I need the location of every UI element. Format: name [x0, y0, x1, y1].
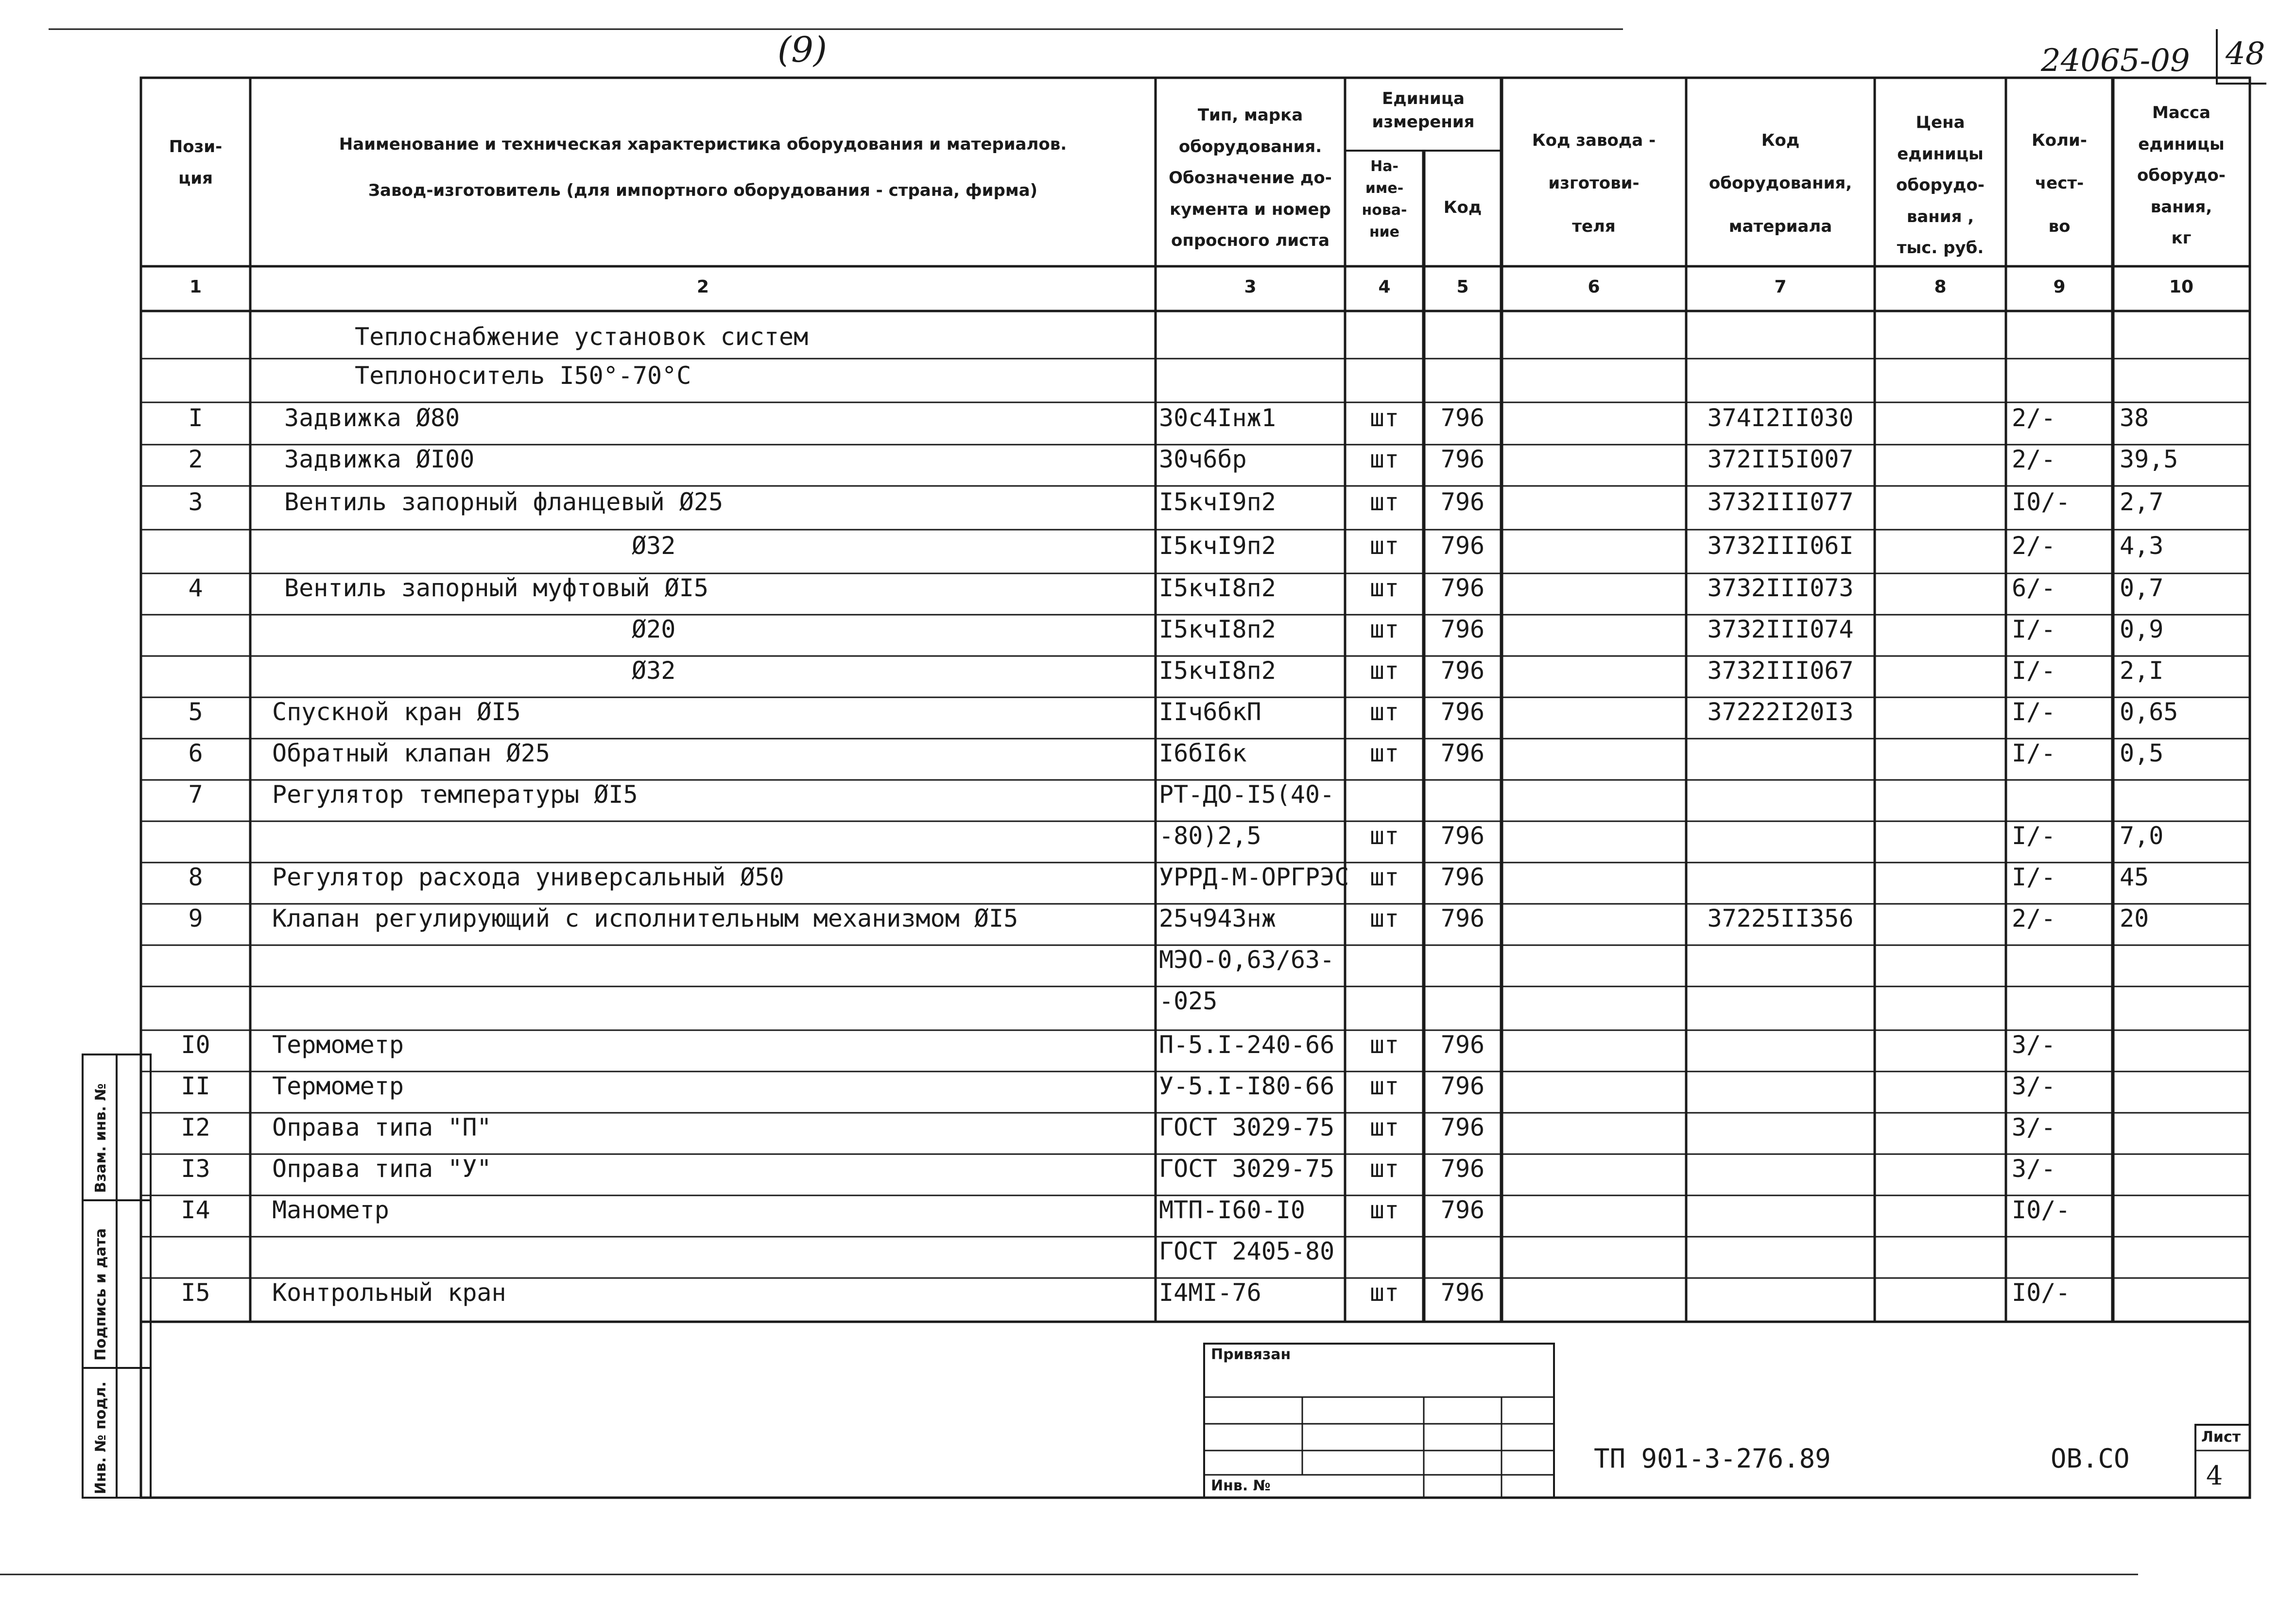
row-11-qty: I/- [2012, 739, 2056, 767]
row-3-pos: I [188, 404, 203, 432]
row-8-mass: 0,9 [2120, 615, 2164, 643]
top-mark: (9) [777, 29, 827, 70]
row-18-pos: I0 [181, 1031, 210, 1059]
row-3-code: 796 [1440, 404, 1485, 432]
row-11-code: 796 [1440, 739, 1485, 767]
row-18-code: 796 [1440, 1031, 1485, 1059]
header-position: Пози- ция [169, 137, 223, 188]
side-label-inv-original: Инв. № подл. [92, 1381, 109, 1494]
row-20-type: ГОСТ 3029-75 [1159, 1113, 1335, 1141]
row-4-unit: шт [1369, 445, 1399, 473]
row-3-name: Задвижка Ø80 [284, 404, 460, 432]
stamp-privyazan: Привязан [1211, 1346, 1291, 1363]
row-11-name: Обратный клапан Ø25 [272, 739, 550, 767]
stamp-sheet-code: ОВ.СО [2051, 1443, 2130, 1474]
row-21-name: Оправа типа "У" [272, 1155, 492, 1183]
row-24-code: 796 [1440, 1279, 1485, 1307]
stamp-list-number: 4 [2206, 1460, 2223, 1491]
row-12-pos: 7 [188, 780, 203, 809]
row-5-pos: 3 [188, 488, 203, 516]
row-20-code: 796 [1440, 1113, 1485, 1141]
col-num-4: 4 [1378, 277, 1391, 297]
row-6-mass: 4,3 [2120, 532, 2164, 560]
row-14-qty: I/- [2012, 863, 2056, 891]
header-name: Наименование и техническая характеристика оборудования и материалов. Завод-изготовитель (для импортного оборудования - страна, фирма) [339, 135, 1067, 201]
row-11-type: I6бI6к [1159, 739, 1247, 767]
row-13-code: 796 [1440, 822, 1485, 850]
row-14-type: УРРД-М-ОРГРЭС [1159, 863, 1349, 891]
row-6-code: 796 [1440, 532, 1485, 560]
col-num-1: 1 [189, 277, 202, 297]
row-12-type: РТ-ДО-I5(40- [1159, 780, 1335, 809]
row-13-mass: 7,0 [2120, 822, 2164, 850]
row-9-qty: I/- [2012, 657, 2056, 685]
row-8-unit: шт [1369, 615, 1399, 643]
row-9-mass: 2,I [2120, 657, 2164, 685]
row-22-name: Манометр [272, 1196, 389, 1224]
row-10-code: 796 [1440, 698, 1485, 726]
row-22-unit: шт [1369, 1196, 1399, 1224]
row-24-type: I4МI-76 [1159, 1279, 1261, 1307]
row-10-pos: 5 [188, 698, 203, 726]
row-20-pos: I2 [181, 1113, 210, 1141]
row-20-qty: 3/- [2012, 1113, 2056, 1141]
row-10-code7: 37222I20I3 [1707, 698, 1854, 726]
row-12-name: Регулятор температуры ØI5 [272, 780, 638, 809]
row-7-name: Вентиль запорный муфтовый ØI5 [284, 574, 708, 602]
side-label-replace-inv: Взам. инв. № [92, 1083, 109, 1193]
row-22-code: 796 [1440, 1196, 1485, 1224]
row-4-name: Задвижка ØI00 [284, 445, 475, 473]
row-5-unit: шт [1369, 488, 1399, 516]
row-22-type: МТП-I60-I0 [1159, 1196, 1306, 1224]
header-price: Цена единицы оборудо- вания , тыс. руб. [1896, 113, 1985, 258]
col-num-5: 5 [1456, 277, 1469, 297]
row-10-qty: I/- [2012, 698, 2056, 726]
row-11-mass: 0,5 [2120, 739, 2164, 767]
row-24-qty: I0/- [2012, 1279, 2071, 1307]
row-7-code7: 3732III073 [1707, 574, 1854, 602]
row-15-code7: 37225II356 [1707, 904, 1854, 933]
stamp-list-label: Лист [2201, 1429, 2241, 1446]
row-4-code7: 372II5I007 [1707, 445, 1854, 473]
row-4-code: 796 [1440, 445, 1485, 473]
row-7-pos: 4 [188, 574, 203, 602]
row-3-code7: 374I2II030 [1707, 404, 1854, 432]
row-24-unit: шт [1369, 1279, 1399, 1307]
stamp-doc-code: ТП 901-3-276.89 [1594, 1443, 1831, 1474]
row-19-type: У-5.I-I80-66 [1159, 1072, 1335, 1100]
row-16-type: МЭО-0,63/63- [1159, 946, 1335, 974]
row-4-qty: 2/- [2012, 445, 2056, 473]
row-15-type: 25ч943нж [1159, 904, 1276, 933]
row-9-code7: 3732III067 [1707, 657, 1854, 685]
row-20-name: Оправа типа "П" [272, 1113, 492, 1141]
row-6-name: Ø32 [632, 532, 676, 560]
row-21-type: ГОСТ 3029-75 [1159, 1155, 1335, 1183]
row-6-unit: шт [1369, 532, 1399, 560]
row-5-code: 796 [1440, 488, 1485, 516]
row-2-name: Теплоноситель I50°-70°С [355, 362, 691, 390]
row-9-code: 796 [1440, 657, 1485, 685]
row-3-type: 30с4Iнж1 [1159, 404, 1276, 432]
col-num-7: 7 [1774, 277, 1787, 297]
row-24-pos: I5 [181, 1279, 210, 1307]
row-15-mass: 20 [2120, 904, 2149, 933]
header-mass: Масса единицы оборудо- вания, кг [2137, 103, 2226, 248]
row-1-name: Теплоснабжение установок систем [355, 323, 809, 351]
row-22-pos: I4 [181, 1196, 210, 1224]
row-8-code: 796 [1440, 615, 1485, 643]
row-14-name: Регулятор расхода универсальный Ø50 [272, 863, 784, 891]
col-num-2: 2 [696, 277, 709, 297]
row-7-unit: шт [1369, 574, 1399, 602]
row-18-name: Термометр [272, 1031, 404, 1059]
row-18-type: П-5.I-240-66 [1159, 1031, 1335, 1059]
doc-number: 24065-09 [2041, 43, 2190, 79]
header-equipment-code: Код оборудования, материала [1709, 131, 1852, 236]
col-num-6: 6 [1588, 277, 1600, 297]
stamp-inv-no: Инв. № [1211, 1477, 1271, 1494]
row-14-unit: шт [1369, 863, 1399, 891]
header-unit: Единица измерения [1372, 89, 1475, 132]
row-4-type: 30ч6бр [1159, 445, 1247, 473]
row-17-type: -025 [1159, 987, 1218, 1015]
header-unit-code: Код [1443, 198, 1482, 217]
row-20-unit: шт [1369, 1113, 1399, 1141]
row-15-code: 796 [1440, 904, 1485, 933]
row-10-mass: 0,65 [2120, 698, 2178, 726]
row-5-qty: I0/- [2012, 488, 2071, 516]
row-5-code7: 3732III077 [1707, 488, 1854, 516]
row-21-pos: I3 [181, 1155, 210, 1183]
row-9-name: Ø32 [632, 657, 676, 685]
col-num-9: 9 [2053, 277, 2066, 297]
row-11-unit: шт [1369, 739, 1399, 767]
col-num-8: 8 [1934, 277, 1947, 297]
row-15-unit: шт [1369, 904, 1399, 933]
row-8-type: I5кчI8п2 [1159, 615, 1276, 643]
row-13-type: -80)2,5 [1159, 822, 1261, 850]
row-15-name: Клапан регулирующий с исполнительным механизмом ØI5 [272, 904, 1019, 933]
row-10-type: IIч6бкП [1159, 698, 1261, 726]
row-3-qty: 2/- [2012, 404, 2056, 432]
header-type: Тип, марка оборудования. Обозначение до- кумента и номер опросного листа [1169, 105, 1332, 251]
header-factory-code: Код завода - изготови- теля [1532, 131, 1656, 236]
row-5-type: I5кчI9п2 [1159, 488, 1276, 516]
row-4-mass: 39,5 [2120, 445, 2178, 473]
row-6-code7: 3732III06I [1707, 532, 1854, 560]
col-num-3: 3 [1244, 277, 1257, 297]
row-18-unit: шт [1369, 1031, 1399, 1059]
row-21-code: 796 [1440, 1155, 1485, 1183]
row-6-qty: 2/- [2012, 532, 2056, 560]
row-7-code: 796 [1440, 574, 1485, 602]
row-11-pos: 6 [188, 739, 203, 767]
row-9-type: I5кчI8п2 [1159, 657, 1276, 685]
side-label-signature-date: Подпись и дата [92, 1228, 109, 1361]
row-14-pos: 8 [188, 863, 203, 891]
row-15-qty: 2/- [2012, 904, 2056, 933]
row-14-mass: 45 [2120, 863, 2149, 891]
row-3-unit: шт [1369, 404, 1399, 432]
row-19-pos: II [181, 1072, 210, 1100]
row-24-name: Контрольный кран [272, 1279, 506, 1307]
row-13-qty: I/- [2012, 822, 2056, 850]
row-18-qty: 3/- [2012, 1031, 2056, 1059]
row-7-mass: 0,7 [2120, 574, 2164, 602]
row-14-code: 796 [1440, 863, 1485, 891]
row-5-name: Вентиль запорный фланцевый Ø25 [284, 488, 724, 516]
row-15-pos: 9 [188, 904, 203, 933]
row-6-type: I5кчI9п2 [1159, 532, 1276, 560]
row-8-name: Ø20 [632, 615, 676, 643]
row-21-unit: шт [1369, 1155, 1399, 1183]
col-num-10: 10 [2169, 277, 2194, 297]
row-19-name: Термометр [272, 1072, 404, 1100]
page-number: 48 [2226, 36, 2265, 72]
row-19-unit: шт [1369, 1072, 1399, 1100]
row-3-mass: 38 [2120, 404, 2149, 432]
row-8-code7: 3732III074 [1707, 615, 1854, 643]
row-19-code: 796 [1440, 1072, 1485, 1100]
row-10-unit: шт [1369, 698, 1399, 726]
row-5-mass: 2,7 [2120, 488, 2164, 516]
row-21-qty: 3/- [2012, 1155, 2056, 1183]
row-10-name: Спускной кран ØI5 [272, 698, 521, 726]
header-unit-name: На- име- нова- ние [1362, 158, 1407, 241]
row-19-qty: 3/- [2012, 1072, 2056, 1100]
row-7-type: I5кчI8п2 [1159, 574, 1276, 602]
row-8-qty: I/- [2012, 615, 2056, 643]
row-22-qty: I0/- [2012, 1196, 2071, 1224]
row-4-pos: 2 [188, 445, 203, 473]
row-7-qty: 6/- [2012, 574, 2056, 602]
row-13-unit: шт [1369, 822, 1399, 850]
row-23-type: ГОСТ 2405-80 [1159, 1237, 1335, 1265]
row-9-unit: шт [1369, 657, 1399, 685]
header-quantity: Коли- чест- во [2032, 131, 2087, 236]
